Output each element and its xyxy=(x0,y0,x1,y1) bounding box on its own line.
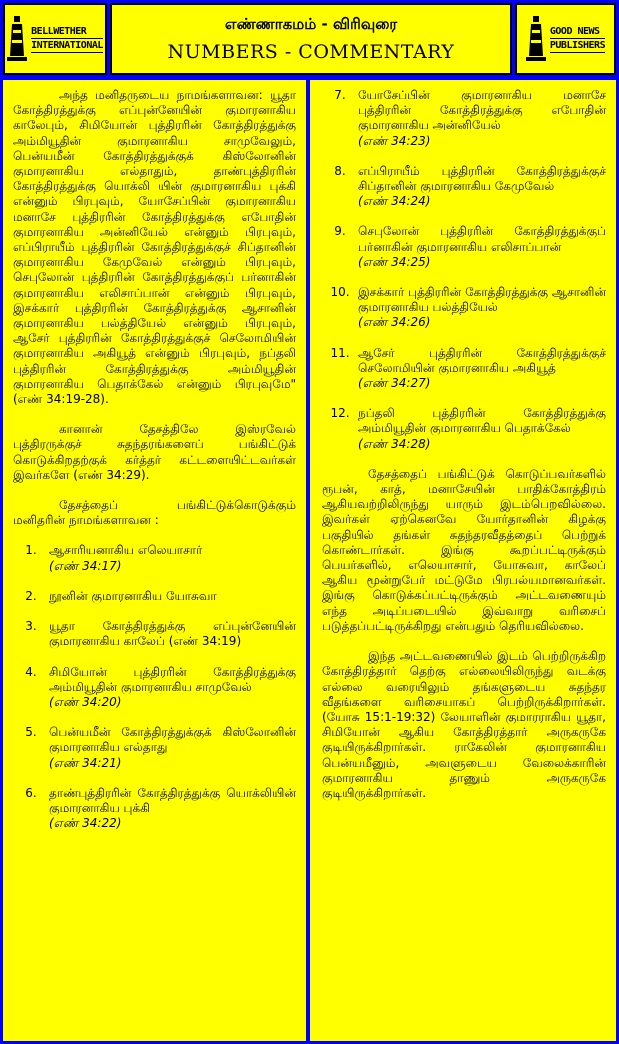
commentary-paragraph-2: இந்த அட்டவணையில் இடம் பெற்றிருக்கிற கோத்திரத்தார் தெற்கு எல்லையிலிருந்து வடக்கு எல்லை வரையிலும் தங்களுடைய சுதந்தர வீதங்களை வரிசையாகப் பெற்றிருக்கிறார்கள். (யோசு 15:1-19:32) லேயாளின் குமாரராகிய யூதா, சிமியோன் ஆகிய கோத்திரத்தார் அருகருகே குடியிருக்கிறார்கள். ராகேலின் குமாரனாகிய பென்யமீனும், அவளுடைய வேலைக்காரின் குமாரனாகிய தாணும் அருகருகே குடியிருக்கிறார்கள். xyxy=(322,649,606,800)
title-english: NUMBERS - COMMENTARY xyxy=(167,41,455,63)
list-text: இசக்கார் புத்திரரின் கோத்திரத்துக்கு ஆசானின் குமாரனாகிய பல்த்தியேல் xyxy=(358,285,606,315)
list-item xyxy=(322,88,606,149)
list-number: 3. xyxy=(25,619,37,634)
title-box xyxy=(110,3,512,75)
list-text: செபுலோன் புத்திரரின் கோத்திரத்துக்குப் பர்னாகின் குமாரனாகிய எலிசாப்பான் xyxy=(358,224,606,254)
list-text: நப்தலி புத்திரரின் கோத்திரத்துக்கு அம்மியூதின் குமாரனாகிய பெதாக்கேல் xyxy=(358,406,606,436)
bellwether-logo-text xyxy=(31,25,103,53)
list-ref: (எண் 34:22) xyxy=(49,816,122,831)
list-text: எப்பிராயீம் புத்திரரின் கோத்திரத்துக்குச் சிப்தானின் குமாரனாகிய கேமுவேல் xyxy=(358,163,606,194)
list-number: 7. xyxy=(334,88,346,102)
list-number: 5. xyxy=(25,725,37,740)
list-text: சிமியோன் புத்திரரின் கோத்திரத்துக்கு அம்மியூதின் குமாரனாகிய சாமுவேல் xyxy=(49,664,296,694)
left-column xyxy=(3,80,306,1041)
list-ref: (எண் 34:17) xyxy=(49,558,122,573)
list-ref: (எண் 34:28) xyxy=(358,436,431,451)
list-ref: (எண் 34:23) xyxy=(358,133,431,148)
page-header xyxy=(3,3,616,75)
commentary-paragraph-1: தேசத்தைப் பங்கிட்டுக் கொடுப்பவர்களில் ரூபன், காத், மனாசேயின் பாதிக்கோத்திரம் ஆகியவற்றிலிருந்து யாரும் இடம்பெறவில்லை. இவர்கள் ஏற்கெனவே யோர்தானின் கிழக்கு பகுதியில் தங்கள் சுதந்தரவீதத்தைப் பெற்றுக் கொண்டார்கள். இங்கு கூறப்பட்டிருக்கும் பெயர்களில், எலெயாசார், யோசுவா, காலேப் ஆகிய மூன்றுபேர் மட்டுமே பிரபல்யமானவர்கள். இங்கு கொடுக்கப்பட்டிருக்கும் அட்டவணையும் எந்த அடிப்படையில் இவ்வாறு வரிசைப் படுத்தப்பட்டிருக்கிறது என்பதும் தெரியவில்லை. xyxy=(322,466,606,633)
list-item xyxy=(13,665,296,711)
list-ref: (எண் 34:24) xyxy=(358,194,431,209)
list-text: தாண்புத்திரரின் கோத்திரத்துக்கு யொக்லியின் குமாரனாகிய புக்கி xyxy=(49,785,296,815)
list-ref: (எண் 34:20) xyxy=(49,694,122,709)
list-number: 9. xyxy=(334,224,346,239)
list-ref: (எண் 34:25) xyxy=(358,254,431,269)
list-item xyxy=(13,589,296,604)
logo-line1: BELLWETHER xyxy=(31,25,103,39)
list-item xyxy=(13,725,296,771)
list-intro-paragraph: தேசத்தைப் பங்கிட்டுக்கொடுக்கும் மனிதரின் நாமங்களாவன : xyxy=(13,498,296,528)
list-item xyxy=(322,285,606,331)
list-ref: (எண் 34:21) xyxy=(49,755,122,770)
list-number: 6. xyxy=(25,785,37,800)
commanded-paragraph: கானான் தேசத்திலே இஸ்ரவேல் புத்திரருக்குச் சுதந்தரங்களைப் பங்கிட்டுக் கொடுக்கிறதற்குக் கர்த்தர் கட்டளையிட்டவர்கள் இவர்களே (எண் 34:29). xyxy=(13,422,296,482)
good-news-logo-box xyxy=(515,3,616,75)
list-text: பென்யமீன் கோத்திரத்துக்குக் கிஸ்லோனின் குமாரனாகிய எல்தாது xyxy=(49,725,296,755)
list-item xyxy=(13,619,296,649)
list-ref: (எண் 34:27) xyxy=(358,376,431,391)
bellwether-logo-box xyxy=(3,3,107,75)
list-number: 11. xyxy=(330,345,350,360)
list-text: ஆசாரியனாகிய எலெயாசார் xyxy=(49,543,203,558)
good-news-logo-text xyxy=(550,25,605,53)
list-number: 12. xyxy=(330,406,350,421)
list-item xyxy=(13,543,296,573)
lighthouse-icon xyxy=(7,16,27,62)
names-list-part2 xyxy=(322,88,606,452)
names-list-part1 xyxy=(13,543,296,831)
logo-line2: INTERNATIONAL xyxy=(31,40,103,51)
list-number: 10. xyxy=(330,285,350,300)
title-tamil: எண்ணாகமம் - விரிவுரை xyxy=(224,15,398,33)
list-number: 2. xyxy=(25,588,37,603)
list-text: ஆசேர் புத்திரரின் கோத்திரத்துக்குச் செலோமியின் குமாரனாகிய அகியூத் xyxy=(358,345,606,375)
list-ref: (எண் 34:26) xyxy=(358,315,431,330)
list-item xyxy=(322,406,606,452)
lighthouse-icon xyxy=(526,16,546,62)
list-item xyxy=(13,786,296,832)
list-text: யூதா கோத்திரத்துக்கு எப்புன்னேயின் குமாரனாகிய காலேப் (எண் 34:19) xyxy=(49,619,296,649)
list-item xyxy=(322,164,606,210)
list-number: 1. xyxy=(25,543,37,558)
list-text: நூனின் குமாரனாகிய யோசுவா xyxy=(49,588,217,603)
list-number: 8. xyxy=(334,163,346,178)
logo-line1: GOOD NEWS xyxy=(550,25,605,39)
list-item xyxy=(322,224,606,270)
names-paragraph: அந்த மனிதருடைய நாமங்களாவன: யூதா கோத்திரத்துக்கு எப்புன்னேயின் குமாரனாகிய காலேபும், சிமியோன் புத்திரரின் கோத்திரத்துக்கு அம்மியூதின் குமாரனாகிய சாமுவேலும், பென்யமீன் கோத்திரத்துக்குக் கிஸ்லோனின் குமாரனாகிய எல்தாதும், தாண்புத்திரரின் கோத்திரத்துக்கு யொக்லி யின் குமாரனாகிய புக்கி என்னும் பிரபுவும், யோசேப்பின் குமாரனாகிய மனாசே புத்திரரின் கோத்திரத்துக்கு எபோதின் குமாரனாகிய அன்னியேல் என்னும் பிரபுவும், எப்பிராயீம் புத்திரரின் கோத்திரத்துக்குச் சிப்தானின் குமாரனாகிய கேமுவேல் என்னும் பிரபுவும், செபுலோன் புத்திரரின் கோத்திரத்துக்குப் பர்னாகின் குமாரனாகிய எலிசாப்பான் என்னும் பிரபுவும், இசக்கார் புத்திரரின் கோத்திரத்துக்கு ஆசானின் குமாரனாகிய பல்த்தியேல் என்னும் பிரபுவும், ஆசேர் புத்திரரின் கோத்திரத்துக்குச் செலோமியின் குமாரனாகிய அகியூத் என்னும் பிரபுவும், நப்தலி புத்திரரின் கோத்திரத்துக்கு அம்மியூதின் குமாரனாகிய பெதாக்கேல் என்னும் பிரபுவுமே" (எண் 34:19-28). xyxy=(13,88,296,407)
bellwether-logo xyxy=(7,16,103,62)
list-text: யோசேப்பின் குமாரனாகிய மனாசே புத்திரரின் கோத்திரத்துக்கு எபோதின் குமாரனாகிய அன்னியேல் xyxy=(358,88,606,133)
list-item xyxy=(322,346,606,392)
list-number: 4. xyxy=(25,664,37,679)
right-column xyxy=(310,80,616,1041)
good-news-logo xyxy=(526,16,605,62)
logo-line2: PUBLISHERS xyxy=(549,40,606,51)
